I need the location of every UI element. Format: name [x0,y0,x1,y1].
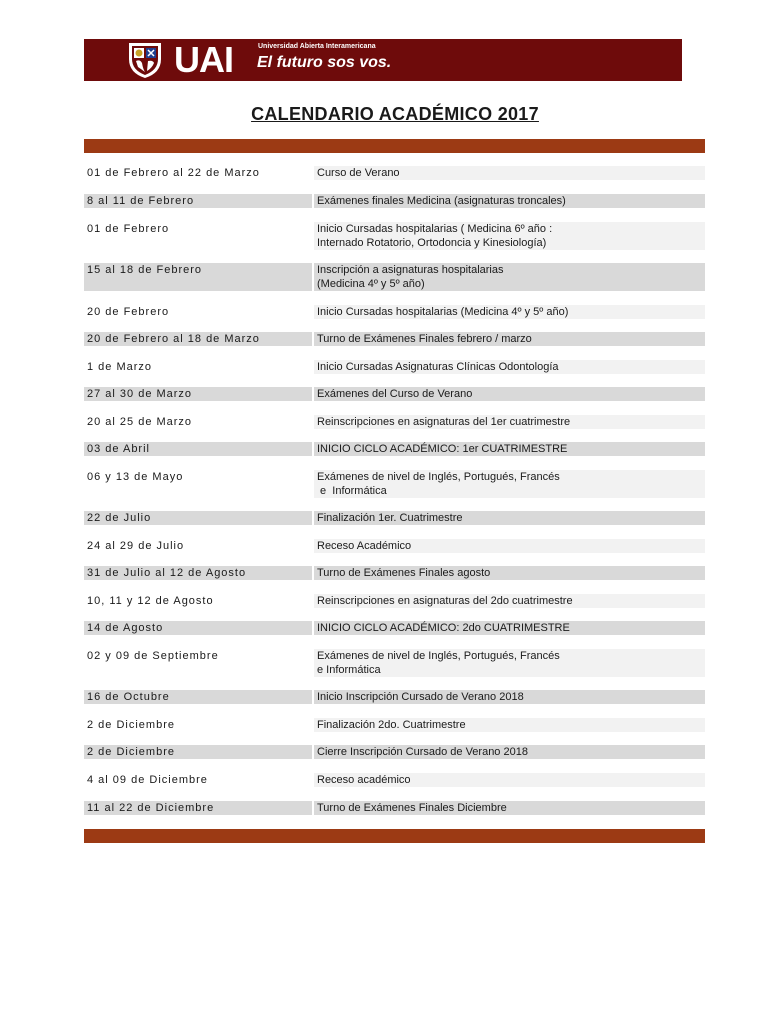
row-event-line: Exámenes de nivel de Inglés, Portugués, Francés [317,471,560,483]
row-event-line: INICIO CICLO ACADÉMICO: 1er CUATRIMESTRE [317,443,568,455]
row-date: 1 de Marzo [87,361,153,373]
row-event-line: Reinscripciones en asignaturas del 1er cuatrimestre [317,416,571,428]
row-date: 03 de Abril [84,442,312,456]
row-date: 11 al 22 de Diciembre [84,801,312,815]
row-event [314,194,705,208]
row-event [314,263,705,291]
row-date: 27 al 30 de Marzo [84,387,312,401]
row-event-line: Inicio Inscripción Cursado de Verano 2018 [317,691,524,703]
row-event [314,442,705,456]
page-title: CALENDARIO ACADÉMICO 2017 [251,104,539,124]
row-event [314,649,705,677]
row-event [314,539,705,553]
row-event [314,470,705,498]
row-event-line: e Informática [317,485,387,497]
row-event [314,690,705,704]
row-event-line: Exámenes del Curso de Verano [317,388,473,400]
logo-wordmark: UAI [174,39,233,80]
row-date: 15 al 18 de Febrero [84,263,312,291]
row-event-line: e Informática [317,664,381,676]
row-event [314,566,705,580]
row-date: 31 de Julio al 12 de Agosto [84,566,312,580]
row-date: 01 de Febrero al 22 de Marzo [87,167,260,179]
row-event [314,511,705,525]
row-date: 22 de Julio [84,511,312,525]
row-event-line: Inscripción a asignaturas hospitalarias [317,264,504,276]
row-event [314,166,705,180]
row-date: 10, 11 y 12 de Agosto [87,595,214,607]
row-event-line: (Medicina 4º y 5º año) [317,278,425,290]
row-event [314,360,705,374]
row-event-line: Inicio Cursadas hospitalarias (Medicina 4º y 5º año) [317,306,569,318]
row-date: 20 al 25 de Marzo [87,416,193,428]
divider-bar-top [84,139,705,153]
row-event [314,305,705,319]
row-date: 01 de Febrero [87,223,170,235]
row-date: 02 y 09 de Septiembre [87,650,219,662]
row-date: 24 al 29 de Julio [87,540,185,552]
row-event-line: Turno de Exámenes Finales febrero / marzo [317,333,532,345]
row-event-line: Exámenes de nivel de Inglés, Portugués, Francés [317,650,560,662]
row-date: 2 de Diciembre [87,719,175,731]
header-banner [84,39,682,81]
row-event [314,745,705,759]
row-event-line: Curso de Verano [317,167,400,179]
slogan: El futuro sos vos. [257,54,392,71]
row-date: 16 de Octubre [84,690,312,704]
row-event [314,773,705,787]
row-date: 4 al 09 de Diciembre [87,774,208,786]
row-event-line: Inicio Cursadas Asignaturas Clínicas Odontología [317,361,559,373]
row-event [314,387,705,401]
row-date: 20 de Febrero [87,306,170,318]
row-event [314,801,705,815]
row-event [314,718,705,732]
university-name: Universidad Abierta Interamericana [258,43,376,50]
row-event-line: Finalización 1er. Cuatrimestre [317,512,463,524]
row-event [314,621,705,635]
row-date: 06 y 13 de Mayo [87,471,184,483]
row-event-line: Receso Académico [317,540,412,552]
row-event-line: Finalización 2do. Cuatrimestre [317,719,466,731]
row-event [314,222,705,250]
row-event-line: Turno de Exámenes Finales agosto [317,567,491,579]
divider-bar-bottom [84,829,705,843]
row-event-line: Receso académico [317,774,411,786]
row-event-line: Cierre Inscripción Cursado de Verano 2018 [317,746,528,758]
row-event-line: Inicio Cursadas hospitalarias ( Medicina 6º año : [317,223,553,235]
row-date: 14 de Agosto [84,621,312,635]
row-event [314,332,705,346]
row-event-line: Internado Rotatorio, Ortodoncia y Kinesiología) [317,237,547,249]
row-event [314,594,705,608]
university-shield-icon [126,41,164,79]
row-date: 8 al 11 de Febrero [84,194,312,208]
row-event-line: Reinscripciones en asignaturas del 2do cuatrimestre [317,595,573,607]
row-event [314,415,705,429]
row-date: 2 de Diciembre [84,745,312,759]
row-event-line: Turno de Exámenes Finales Diciembre [317,802,507,814]
row-event-line: Exámenes finales Medicina (asignaturas troncales) [317,195,566,207]
row-event-line: INICIO CICLO ACADÉMICO: 2do CUATRIMESTRE [317,622,570,634]
row-date: 20 de Febrero al 18 de Marzo [84,332,312,346]
